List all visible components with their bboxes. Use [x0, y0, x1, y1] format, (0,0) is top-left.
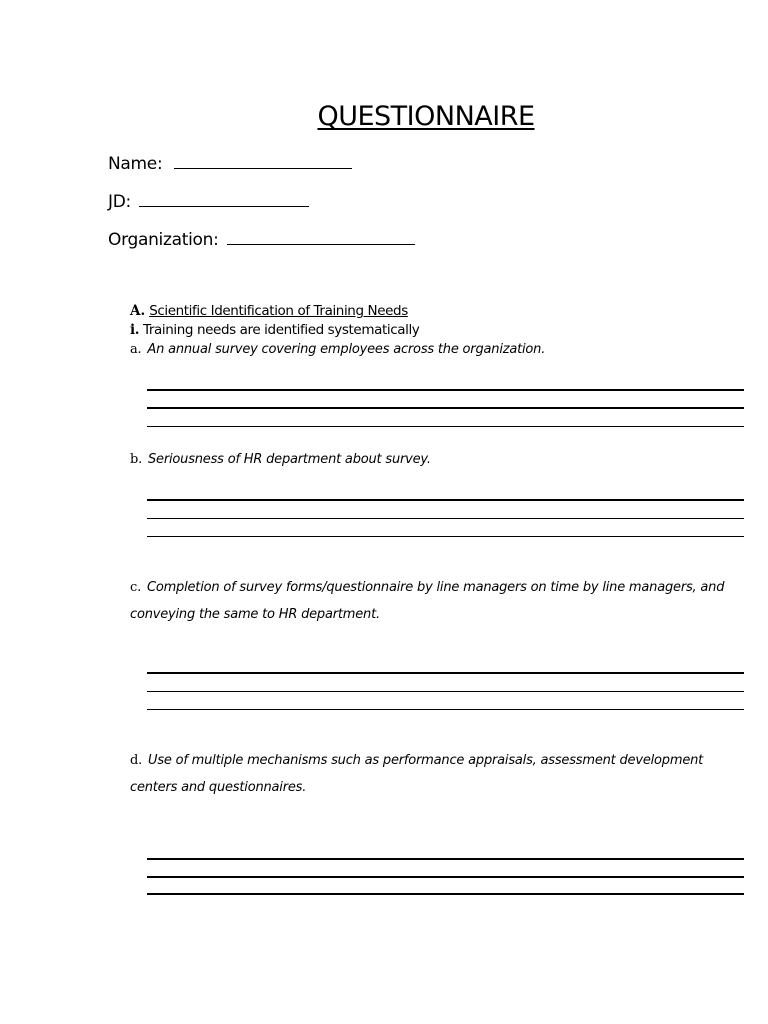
section-a-heading-row	[130, 303, 408, 319]
question-b	[130, 446, 730, 473]
question-c	[130, 574, 730, 628]
jd-field-row	[108, 192, 309, 212]
name-label: Name:	[108, 154, 163, 174]
question-letter: b.	[130, 452, 143, 467]
answer-line[interactable]	[147, 672, 744, 674]
name-field-row	[108, 154, 352, 174]
section-heading: Scientific Identification of Training Needs	[149, 303, 408, 319]
answer-line[interactable]	[147, 858, 744, 860]
jd-label: JD:	[108, 192, 131, 212]
subsection-heading: Training needs are identified systematically	[143, 322, 420, 338]
question-text: Seriousness of HR department about survey.	[148, 452, 431, 467]
answer-line[interactable]	[147, 426, 744, 427]
question-letter: a.	[130, 342, 142, 357]
question-text: An annual survey covering employees across the organization.	[147, 342, 546, 357]
answer-line[interactable]	[147, 691, 744, 692]
answer-line[interactable]	[147, 893, 744, 895]
answer-line[interactable]	[147, 407, 744, 409]
answer-line[interactable]	[147, 389, 744, 391]
question-text: Use of multiple mechanisms such as performance appraisals, assessment development centers and questionnaires.	[130, 753, 704, 795]
answer-line[interactable]	[147, 536, 744, 537]
question-letter: d.	[130, 753, 143, 768]
answer-line[interactable]	[147, 709, 744, 710]
answer-line[interactable]	[147, 876, 744, 878]
question-d	[130, 747, 730, 801]
answer-line[interactable]	[147, 518, 744, 519]
name-blank[interactable]	[174, 154, 352, 169]
jd-blank[interactable]	[139, 192, 309, 207]
organization-field-row	[108, 230, 415, 250]
answer-line[interactable]	[147, 499, 744, 501]
question-letter: c.	[130, 580, 142, 595]
question-text: Completion of survey forms/questionnaire by line managers on time by line managers, and conveying the same to HR department.	[130, 580, 725, 622]
question-a	[130, 336, 730, 363]
organization-label: Organization:	[108, 230, 219, 250]
page-title: QUESTIONNAIRE	[317, 101, 535, 132]
subsection-number: i.	[130, 322, 140, 338]
section-letter: A.	[130, 303, 146, 319]
organization-blank[interactable]	[227, 230, 415, 245]
